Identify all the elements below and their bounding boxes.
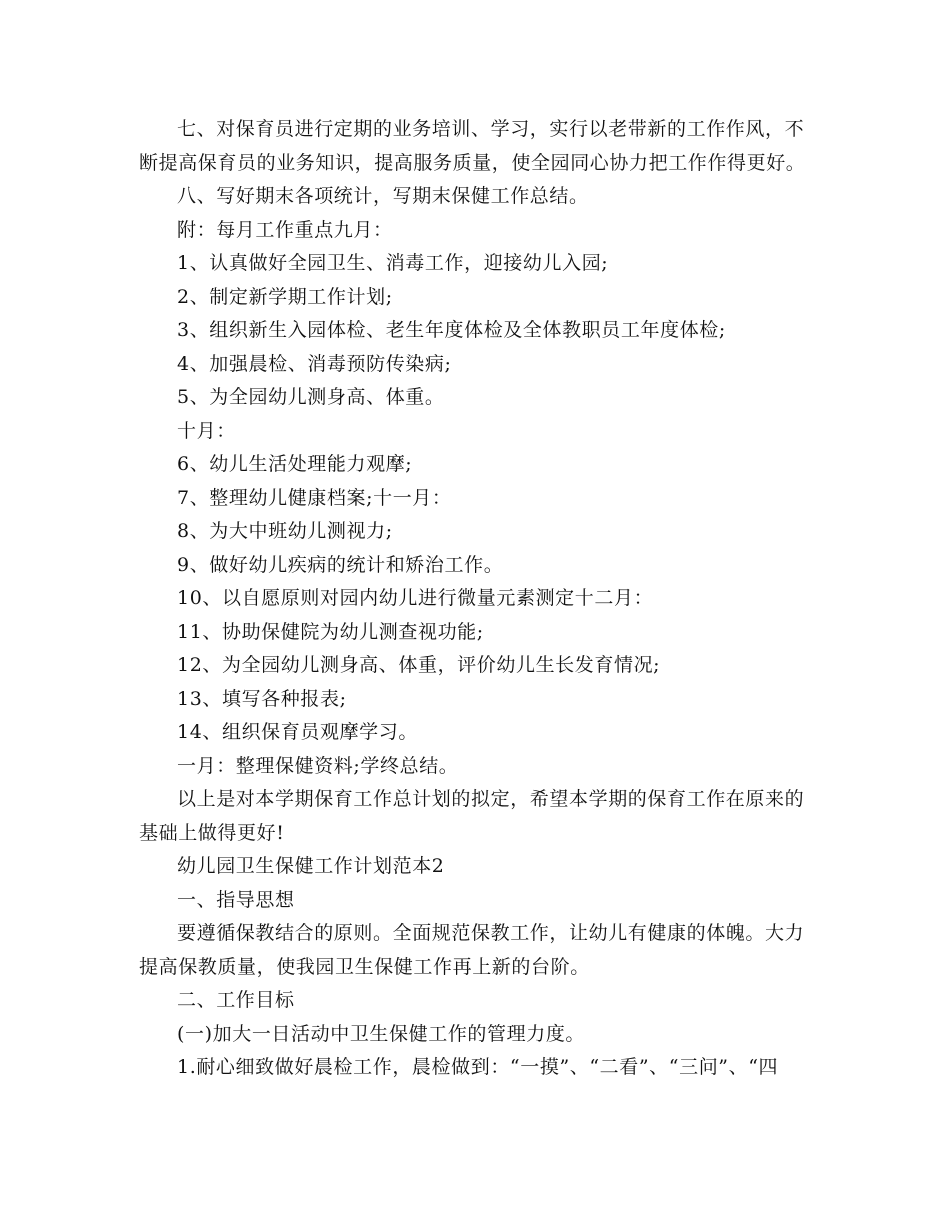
- list-item: 4、加强晨检、消毒预防传染病;: [177, 352, 452, 375]
- document-body: [139, 113, 815, 1085]
- list-item: 1.耐心细致做好晨检工作，晨检做到：“一摸”、“二看”、“三问”、“四: [177, 1056, 779, 1078]
- list-item: 14、组织保育员观摩学习。: [177, 721, 418, 743]
- paragraph-item-8: 八、写好期末各项统计，写期末保健工作总结。: [177, 185, 589, 207]
- section-heading: 一、指导思想: [177, 888, 295, 911]
- list-item: 10、以自愿原则对园内幼儿进行微量元素测定十二月：: [177, 587, 654, 609]
- sub-heading: (一)加大一日活动中卫生保健工作的管理力度。: [177, 1022, 586, 1045]
- section-heading: 二、工作目标: [177, 989, 295, 1011]
- list-item: 7、整理幼儿健康档案;十一月：: [177, 486, 452, 509]
- list-item: 5、为全园幼儿测身高、体重。: [177, 386, 445, 408]
- list-item: 2、制定新学期工作计划;: [177, 285, 393, 308]
- list-item: 6、幼儿生活处理能力观摩;: [177, 453, 413, 475]
- list-item: 13、填写各种报表;: [177, 687, 347, 710]
- list-item: 9、做好幼儿疾病的统计和矫治工作。: [177, 553, 504, 576]
- list-item: 11、协助保健院为幼儿测查视功能;: [177, 620, 484, 643]
- list-item: 1、认真做好全园卫生、消毒工作，迎接幼儿入园;: [177, 252, 609, 274]
- section-title: 幼儿园卫生保健工作计划范本2: [177, 855, 445, 877]
- paragraph-item-7: 七、对保育员进行定期的业务培训、学习，实行以老带新的工作作风，不断提高保育员的业务知识，提高服务质量，使全园同心协力把工作作得更好。: [139, 118, 806, 174]
- list-item: 一月：整理保健资料;学终总结。: [177, 754, 459, 777]
- list-item: 8、为大中班幼儿测视力;: [177, 520, 393, 542]
- closing-paragraph: 以上是对本学期保育工作总计划的拟定，希望本学期的保育工作在原来的基础上做得更好!: [139, 788, 805, 844]
- list-item: 12、为全园幼儿测身高、体重，评价幼儿生长发育情况;: [177, 654, 661, 676]
- paragraph: 要遵循保教结合的原则。全面规范保教工作，让幼儿有健康的体魄。大力提高保教质量，使我园卫生保健工作再上新的台阶。: [139, 922, 805, 978]
- list-item: 3、组织新生入园体检、老生年度体检及全体教职员工年度体检;: [177, 319, 726, 341]
- month-heading: 十月：: [177, 419, 236, 442]
- paragraph-monthly-focus: 附：每月工作重点九月：: [177, 218, 393, 241]
